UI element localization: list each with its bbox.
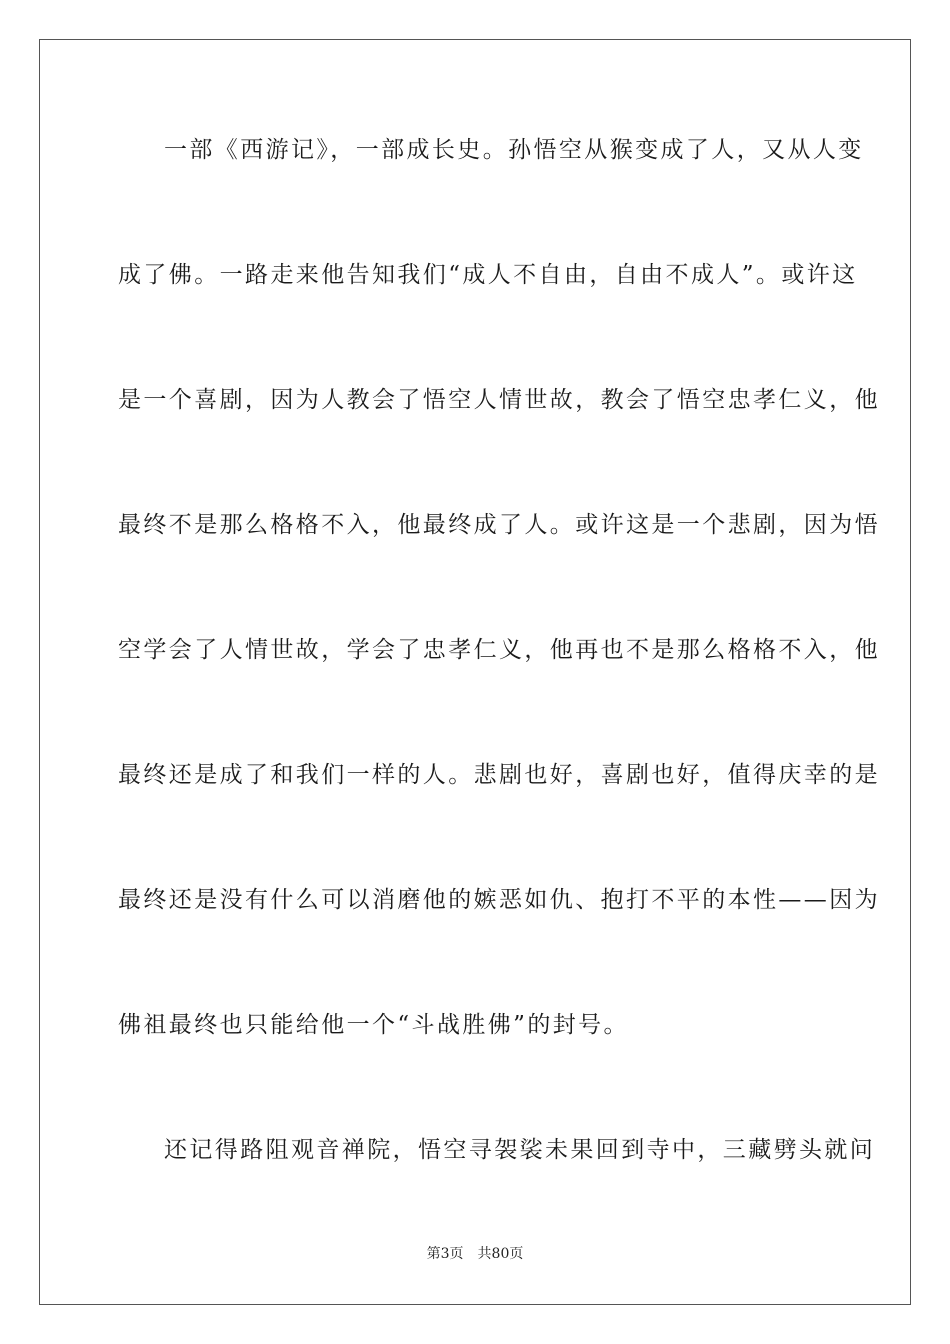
paragraph-1-line-2: 成了佛。一路走来他告知我们“成人不自由，自由不成人”。或许这 [118,262,858,288]
paragraph-1-line-5: 空学会了人情世故，学会了忠孝仁义，他再也不是那么格格不入，他 [118,637,880,663]
paragraph-1-line-1: 一部《西游记》，一部成长史。孙悟空从猴变成了人，又从人变 [164,137,864,163]
paragraph-1-line-8: 佛祖最终也只能给他一个“斗战胜佛”的封号。 [118,1012,629,1038]
paragraph-1-line-7: 最终还是没有什么可以消磨他的嫉恶如仇、抱打不平的本性——因为 [118,887,880,913]
paragraph-1-line-3: 是一个喜剧，因为人教会了悟空人情世故，教会了悟空忠孝仁义，他 [118,387,880,413]
page-footer [0,1244,950,1264]
total-pages: 共80页 [477,1246,524,1262]
paragraph-2-line-1: 还记得路阻观音禅院，悟空寻袈裟未果回到寺中，三藏劈头就问 [164,1137,876,1163]
page-number: 第3页 [426,1246,464,1262]
paragraph-1-line-6: 最终还是成了和我们一样的人。悲剧也好，喜剧也好，值得庆幸的是 [118,762,880,788]
page-border [39,39,911,1305]
paragraph-1-line-4: 最终不是那么格格不入，他最终成了人。或许这是一个悲剧，因为悟 [118,512,880,538]
